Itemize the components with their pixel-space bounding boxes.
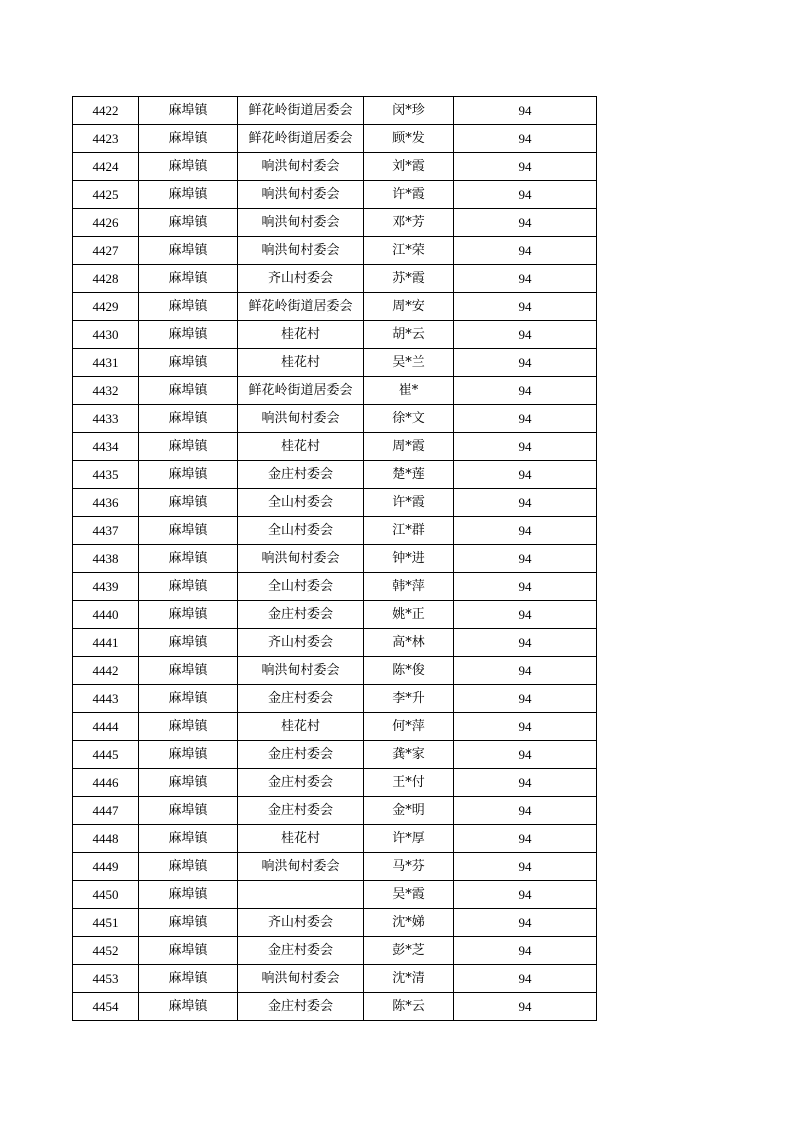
- person-name-cell: 高*林: [364, 629, 454, 657]
- person-name-cell: 胡*云: [364, 321, 454, 349]
- score-cell: 94: [454, 405, 597, 433]
- table-row: [73, 405, 597, 433]
- person-name-cell: 姚*正: [364, 601, 454, 629]
- row-number-cell: 4432: [73, 377, 139, 405]
- person-name-cell: 沈*娣: [364, 909, 454, 937]
- table-row: [73, 237, 597, 265]
- village-cell: 金庄村委会: [238, 741, 364, 769]
- village-cell: 响洪甸村委会: [238, 657, 364, 685]
- table-row: [73, 181, 597, 209]
- row-number-cell: 4449: [73, 853, 139, 881]
- town-cell: 麻埠镇: [139, 797, 238, 825]
- town-cell: 麻埠镇: [139, 405, 238, 433]
- person-name-cell: 金*明: [364, 797, 454, 825]
- village-cell: 金庄村委会: [238, 797, 364, 825]
- village-cell: 鲜花岭街道居委会: [238, 125, 364, 153]
- village-cell: 桂花村: [238, 433, 364, 461]
- town-cell: 麻埠镇: [139, 573, 238, 601]
- village-cell: 响洪甸村委会: [238, 209, 364, 237]
- row-number-cell: 4433: [73, 405, 139, 433]
- score-cell: 94: [454, 853, 597, 881]
- village-cell: 鲜花岭街道居委会: [238, 293, 364, 321]
- table-row: [73, 965, 597, 993]
- score-cell: 94: [454, 713, 597, 741]
- village-cell: 金庄村委会: [238, 993, 364, 1021]
- row-number-cell: 4451: [73, 909, 139, 937]
- score-cell: 94: [454, 769, 597, 797]
- score-cell: 94: [454, 153, 597, 181]
- town-cell: 麻埠镇: [139, 685, 238, 713]
- village-cell: [238, 881, 364, 909]
- town-cell: 麻埠镇: [139, 461, 238, 489]
- town-cell: 麻埠镇: [139, 293, 238, 321]
- village-cell: 鲜花岭街道居委会: [238, 97, 364, 125]
- person-name-cell: 李*升: [364, 685, 454, 713]
- person-name-cell: 龚*家: [364, 741, 454, 769]
- score-cell: 94: [454, 125, 597, 153]
- village-cell: 齐山村委会: [238, 909, 364, 937]
- person-name-cell: 许*厚: [364, 825, 454, 853]
- village-cell: 响洪甸村委会: [238, 853, 364, 881]
- person-name-cell: 何*萍: [364, 713, 454, 741]
- village-cell: 桂花村: [238, 321, 364, 349]
- score-cell: 94: [454, 433, 597, 461]
- town-cell: 麻埠镇: [139, 209, 238, 237]
- row-number-cell: 4443: [73, 685, 139, 713]
- score-cell: 94: [454, 237, 597, 265]
- town-cell: 麻埠镇: [139, 881, 238, 909]
- row-number-cell: 4444: [73, 713, 139, 741]
- score-cell: 94: [454, 881, 597, 909]
- town-cell: 麻埠镇: [139, 181, 238, 209]
- row-number-cell: 4434: [73, 433, 139, 461]
- village-cell: 全山村委会: [238, 517, 364, 545]
- row-number-cell: 4426: [73, 209, 139, 237]
- row-number-cell: 4453: [73, 965, 139, 993]
- score-cell: 94: [454, 545, 597, 573]
- table-row: [73, 769, 597, 797]
- row-number-cell: 4431: [73, 349, 139, 377]
- village-cell: 齐山村委会: [238, 629, 364, 657]
- person-name-cell: 楚*莲: [364, 461, 454, 489]
- table-row: [73, 657, 597, 685]
- village-cell: 响洪甸村委会: [238, 965, 364, 993]
- person-name-cell: 彭*芝: [364, 937, 454, 965]
- person-name-cell: 韩*萍: [364, 573, 454, 601]
- row-number-cell: 4438: [73, 545, 139, 573]
- row-number-cell: 4440: [73, 601, 139, 629]
- person-name-cell: 邓*芳: [364, 209, 454, 237]
- town-cell: 麻埠镇: [139, 153, 238, 181]
- person-name-cell: 陈*云: [364, 993, 454, 1021]
- score-cell: 94: [454, 489, 597, 517]
- row-number-cell: 4423: [73, 125, 139, 153]
- score-cell: 94: [454, 993, 597, 1021]
- row-number-cell: 4448: [73, 825, 139, 853]
- row-number-cell: 4436: [73, 489, 139, 517]
- village-cell: 金庄村委会: [238, 685, 364, 713]
- table-row: [73, 601, 597, 629]
- person-name-cell: 吴*霞: [364, 881, 454, 909]
- person-name-cell: 钟*进: [364, 545, 454, 573]
- row-number-cell: 4422: [73, 97, 139, 125]
- person-name-cell: 崔*: [364, 377, 454, 405]
- village-cell: 金庄村委会: [238, 601, 364, 629]
- row-number-cell: 4442: [73, 657, 139, 685]
- village-cell: 响洪甸村委会: [238, 405, 364, 433]
- person-name-cell: 徐*文: [364, 405, 454, 433]
- score-cell: 94: [454, 461, 597, 489]
- row-number-cell: 4450: [73, 881, 139, 909]
- table-row: [73, 573, 597, 601]
- row-number-cell: 4435: [73, 461, 139, 489]
- table-row: [73, 293, 597, 321]
- score-cell: 94: [454, 265, 597, 293]
- table-row: [73, 97, 597, 125]
- score-cell: 94: [454, 909, 597, 937]
- village-cell: 金庄村委会: [238, 937, 364, 965]
- table-row: [73, 489, 597, 517]
- town-cell: 麻埠镇: [139, 853, 238, 881]
- table-row: [73, 433, 597, 461]
- table-row: [73, 265, 597, 293]
- village-cell: 金庄村委会: [238, 461, 364, 489]
- score-cell: 94: [454, 349, 597, 377]
- score-cell: 94: [454, 517, 597, 545]
- score-cell: 94: [454, 377, 597, 405]
- table-row: [73, 993, 597, 1021]
- town-cell: 麻埠镇: [139, 909, 238, 937]
- town-cell: 麻埠镇: [139, 965, 238, 993]
- town-cell: 麻埠镇: [139, 433, 238, 461]
- person-name-cell: 江*群: [364, 517, 454, 545]
- person-name-cell: 许*霞: [364, 489, 454, 517]
- person-name-cell: 顾*发: [364, 125, 454, 153]
- village-cell: 响洪甸村委会: [238, 153, 364, 181]
- table-row: [73, 125, 597, 153]
- table-row: [73, 321, 597, 349]
- town-cell: 麻埠镇: [139, 937, 238, 965]
- score-cell: 94: [454, 937, 597, 965]
- table-row: [73, 937, 597, 965]
- table-row: [73, 909, 597, 937]
- score-cell: 94: [454, 657, 597, 685]
- table-row: [73, 797, 597, 825]
- table-row: [73, 209, 597, 237]
- village-cell: 桂花村: [238, 349, 364, 377]
- town-cell: 麻埠镇: [139, 377, 238, 405]
- score-cell: 94: [454, 181, 597, 209]
- row-number-cell: 4454: [73, 993, 139, 1021]
- score-cell: 94: [454, 685, 597, 713]
- table-row: [73, 517, 597, 545]
- row-number-cell: 4429: [73, 293, 139, 321]
- score-cell: 94: [454, 573, 597, 601]
- person-name-cell: 许*霞: [364, 181, 454, 209]
- table-row: [73, 629, 597, 657]
- table-row: [73, 461, 597, 489]
- row-number-cell: 4424: [73, 153, 139, 181]
- row-number-cell: 4430: [73, 321, 139, 349]
- town-cell: 麻埠镇: [139, 265, 238, 293]
- village-cell: 鲜花岭街道居委会: [238, 377, 364, 405]
- village-cell: 齐山村委会: [238, 265, 364, 293]
- table-row: [73, 545, 597, 573]
- row-number-cell: 4452: [73, 937, 139, 965]
- score-cell: 94: [454, 321, 597, 349]
- score-cell: 94: [454, 601, 597, 629]
- table-row: [73, 881, 597, 909]
- town-cell: 麻埠镇: [139, 657, 238, 685]
- row-number-cell: 4427: [73, 237, 139, 265]
- row-number-cell: 4447: [73, 797, 139, 825]
- town-cell: 麻埠镇: [139, 125, 238, 153]
- village-cell: 桂花村: [238, 825, 364, 853]
- town-cell: 麻埠镇: [139, 545, 238, 573]
- row-number-cell: 4441: [73, 629, 139, 657]
- table-row: [73, 685, 597, 713]
- score-cell: 94: [454, 797, 597, 825]
- town-cell: 麻埠镇: [139, 769, 238, 797]
- person-name-cell: 沈*清: [364, 965, 454, 993]
- person-name-cell: 陈*俊: [364, 657, 454, 685]
- town-cell: 麻埠镇: [139, 825, 238, 853]
- roster-table-body: [73, 97, 597, 1021]
- person-name-cell: 闵*珍: [364, 97, 454, 125]
- table-row: [73, 349, 597, 377]
- table-row: [73, 153, 597, 181]
- village-cell: 响洪甸村委会: [238, 237, 364, 265]
- person-name-cell: 刘*霞: [364, 153, 454, 181]
- row-number-cell: 4445: [73, 741, 139, 769]
- table-row: [73, 825, 597, 853]
- row-number-cell: 4439: [73, 573, 139, 601]
- score-cell: 94: [454, 629, 597, 657]
- row-number-cell: 4425: [73, 181, 139, 209]
- row-number-cell: 4446: [73, 769, 139, 797]
- village-cell: 全山村委会: [238, 573, 364, 601]
- village-cell: 桂花村: [238, 713, 364, 741]
- score-cell: 94: [454, 825, 597, 853]
- town-cell: 麻埠镇: [139, 97, 238, 125]
- town-cell: 麻埠镇: [139, 629, 238, 657]
- town-cell: 麻埠镇: [139, 517, 238, 545]
- town-cell: 麻埠镇: [139, 741, 238, 769]
- row-number-cell: 4437: [73, 517, 139, 545]
- person-name-cell: 苏*霞: [364, 265, 454, 293]
- person-name-cell: 江*荣: [364, 237, 454, 265]
- table-row: [73, 377, 597, 405]
- person-name-cell: 吴*兰: [364, 349, 454, 377]
- village-cell: 全山村委会: [238, 489, 364, 517]
- town-cell: 麻埠镇: [139, 237, 238, 265]
- town-cell: 麻埠镇: [139, 713, 238, 741]
- village-cell: 响洪甸村委会: [238, 545, 364, 573]
- table-row: [73, 741, 597, 769]
- person-name-cell: 周*霞: [364, 433, 454, 461]
- score-cell: 94: [454, 97, 597, 125]
- roster-table: [72, 96, 597, 1021]
- score-cell: 94: [454, 741, 597, 769]
- score-cell: 94: [454, 965, 597, 993]
- town-cell: 麻埠镇: [139, 993, 238, 1021]
- table-row: [73, 713, 597, 741]
- row-number-cell: 4428: [73, 265, 139, 293]
- person-name-cell: 王*付: [364, 769, 454, 797]
- village-cell: 响洪甸村委会: [238, 181, 364, 209]
- town-cell: 麻埠镇: [139, 489, 238, 517]
- table-row: [73, 853, 597, 881]
- score-cell: 94: [454, 293, 597, 321]
- person-name-cell: 周*安: [364, 293, 454, 321]
- town-cell: 麻埠镇: [139, 321, 238, 349]
- score-cell: 94: [454, 209, 597, 237]
- town-cell: 麻埠镇: [139, 349, 238, 377]
- person-name-cell: 马*芬: [364, 853, 454, 881]
- village-cell: 金庄村委会: [238, 769, 364, 797]
- town-cell: 麻埠镇: [139, 601, 238, 629]
